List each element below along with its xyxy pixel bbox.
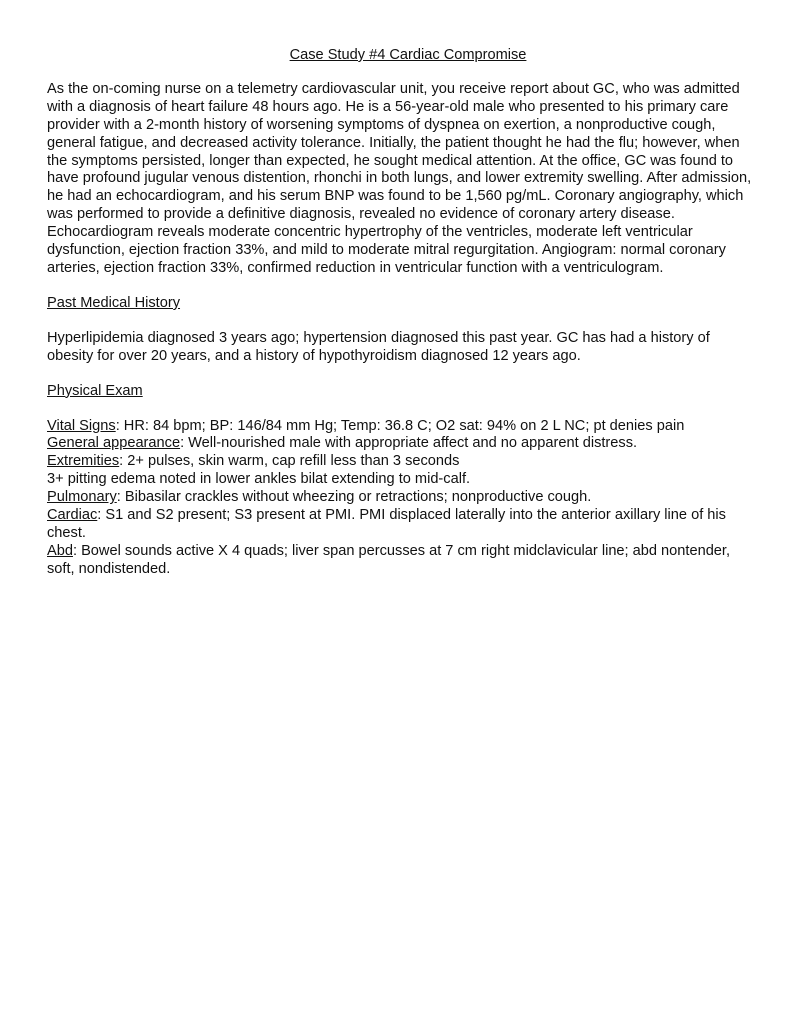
abdomen-text: : Bowel sounds active X 4 quads; liver span percusses at 7 cm right midclavicular line; abd nontender, soft, nondistended.: [47, 542, 731, 577]
abdomen-label: Abd: [47, 542, 73, 559]
general-appearance-line: [47, 435, 759, 453]
general-appearance-label: General appearance: [47, 435, 181, 452]
general-appearance-text: : Well-nourished male with appropriate affect and no apparent distress.: [180, 435, 638, 452]
vital-signs-line: [47, 418, 759, 436]
cardiac-line: [47, 507, 759, 543]
case-intro-paragraph: As the on-coming nurse on a telemetry cardiovascular unit, you receive report about GC, who was admitted with a diagnosis of heart failure 48 hours ago. He is a 56-year-old male who presented to his primary care provider with a 2-month history of worsening symptoms of dyspnea on exertion, a nonproductive cough, general fatigue, and decreased activity tolerance. Initially, the patient thought he had the flu; however, when the symptoms persisted, longer than expected, he sought medical attention. At the office, GC was found to have profound jugular venous distention, rhonchi in both lungs, and lower extremity swelling. After admission, he had an echocardiogram, and his serum BNP was found to be 1,560 pg/mL. Coronary angiography, which was performed to provide a definitive diagnosis, revealed no evidence of coronary artery disease. Echocardiogram reveals moderate concentric hypertrophy of the ventricles, moderate left ventricular dysfunction, ejection fraction 33%, and mild to moderate mitral regurgitation. Angiogram: normal coronary arteries, ejection fraction 33%, confirmed reduction in ventricular function with a ventriculogram.: [47, 80, 752, 276]
extremities-label: Extremities: [47, 453, 120, 470]
pulmonary-text: : Bibasilar crackles without wheezing or retractions; nonproductive cough.: [116, 489, 592, 506]
extremities-line: [47, 453, 759, 471]
pulmonary-label: Pulmonary: [47, 489, 117, 506]
extremities-text: : 2+ pulses, skin warm, cap refill less than 3 seconds: [119, 453, 460, 470]
cardiac-text: : S1 and S2 present; S3 present at PMI. PMI displaced laterally into the anterior axillary line of his chest.: [47, 507, 726, 541]
edema-line: 3+ pitting edema noted in lower ankles bilat extending to mid-calf.: [47, 471, 471, 488]
vital-signs-label: Vital Signs: [47, 417, 116, 434]
past-medical-history-text: Hyperlipidemia diagnosed 3 years ago; hypertension diagnosed this past year. GC has had a history of obesity for over 20 years, and a history of hypothyroidism diagnosed 12 years ago.: [47, 329, 710, 364]
pulmonary-line: [47, 489, 759, 507]
case-study-title: Case Study #4 Cardiac Compromise: [289, 47, 527, 63]
physical-exam-findings: [47, 418, 759, 579]
past-medical-history-heading: Past Medical History: [47, 294, 181, 311]
vital-signs-text: : HR: 84 bpm; BP: 146/84 mm Hg; Temp: 36.8 C; O2 sat: 94% on 2 L NC; pt denies pain: [115, 417, 685, 434]
physical-exam-heading: Physical Exam: [47, 382, 143, 399]
abdomen-line: [47, 543, 759, 579]
document-page: [47, 47, 759, 579]
cardiac-label: Cardiac: [47, 507, 98, 524]
